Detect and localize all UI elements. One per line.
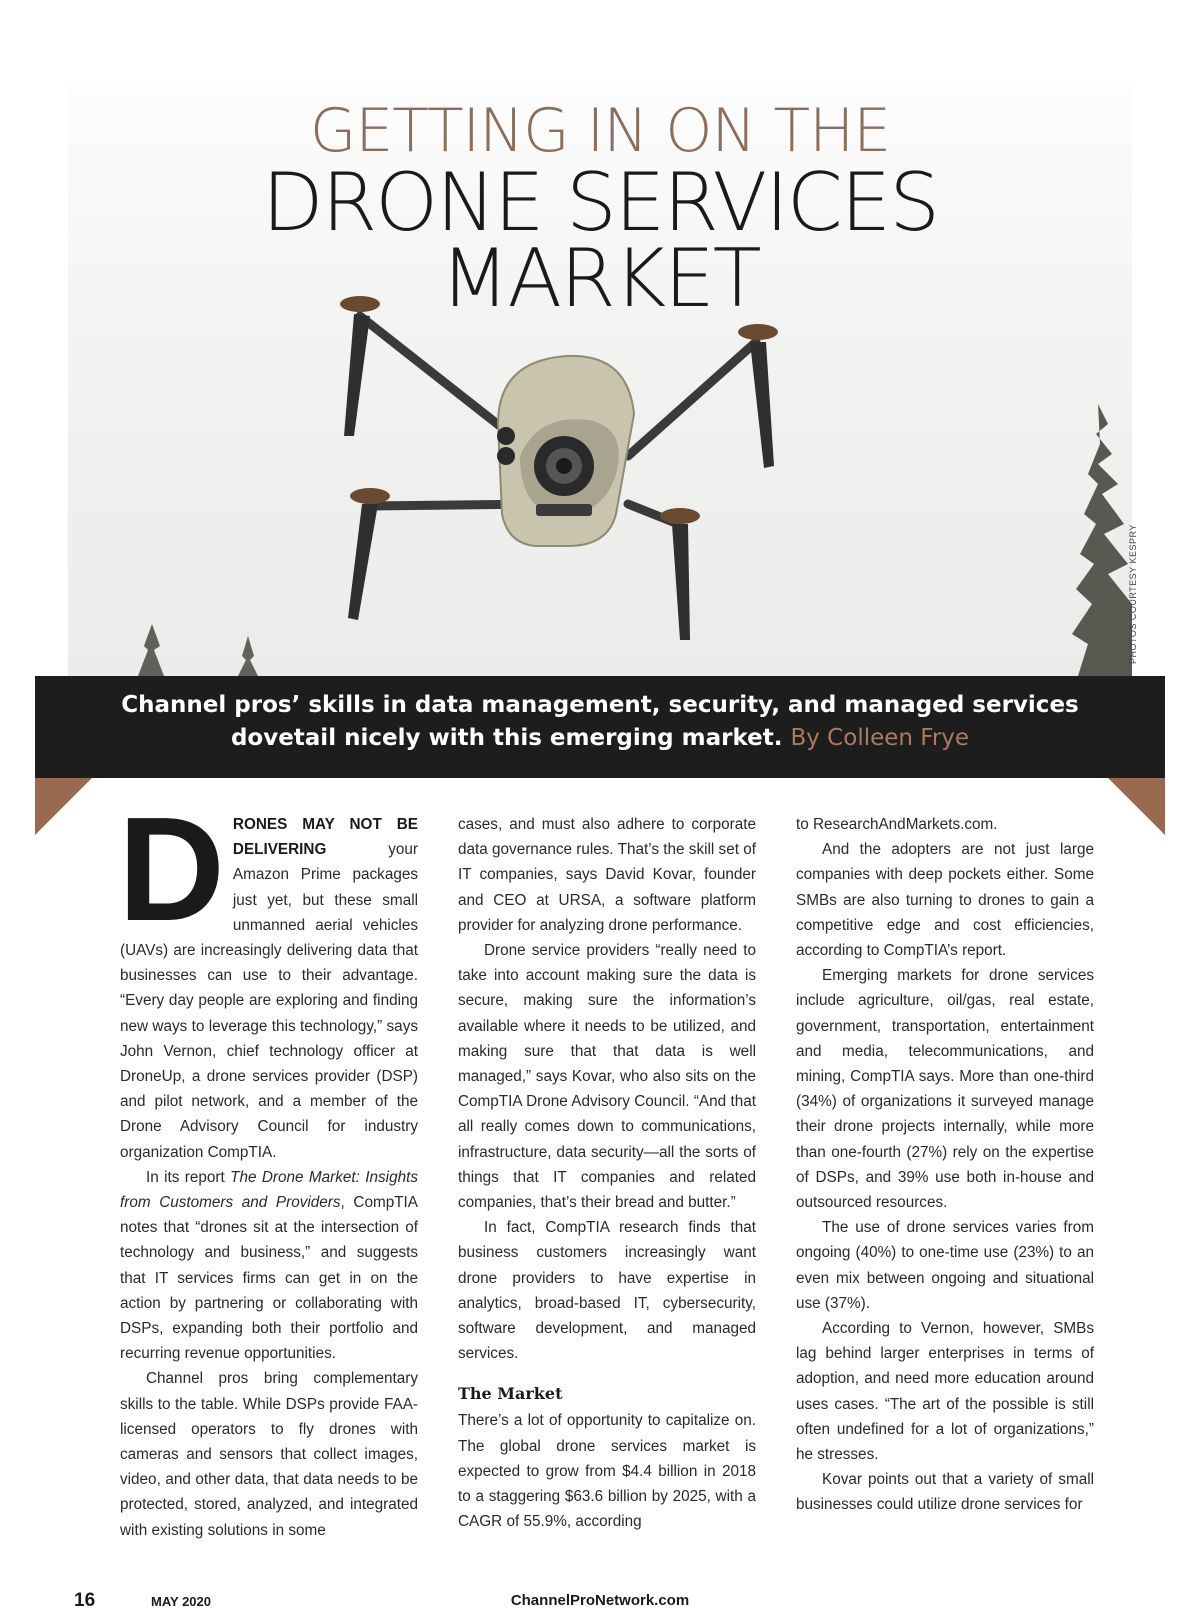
subhead-the-market: The Market (458, 1384, 563, 1404)
article-paragraph-4: Drone service providers “really need to take into account making sure the data is secure, making sure the information’s available where it needs to be utilized, and making sure that that data is well managed,” says Kovar, who also sits on the CompTIA Drone Advisory Council. “And that all really comes down to communications, infrastructure, data security—all the sorts of things that IT companies and related companies, that’s their bread and butter.” (458, 942, 756, 1212)
paragraph-2-lead: In its report (146, 1168, 231, 1186)
article-paragraph-6-cont: to ResearchAndMarkets.com. (796, 816, 998, 833)
article-paragraph-7: And the adopters are not just large companies with deep pockets either. Some SMBs are also turning to drones to gain a competitive edge and cost efficiencies, according to CompTIA’s report. (796, 841, 1094, 960)
report-title: The Drone Market: Insights from Customers and Providers (120, 1168, 418, 1212)
article-paragraph-3: Channel pros bring complementary skills to the table. While DSPs provide FAA-licensed operators to fly drones with cameras and sensors that collect images, video, and other data, that data needs to be protected, stored, analyzed, and integrated with existing solutions in some (120, 1370, 418, 1539)
article-paragraph-10: According to Vernon, however, SMBs lag behind larger enterprises in terms of adoption, and need more education around uses cases. “The art of the possible is still often undefined for a lot of organizations,” he stresses. (796, 1320, 1094, 1464)
deck-line-2 (35, 722, 1165, 755)
corner-accent-right (1108, 778, 1165, 835)
paragraph-2-text: , CompTIA notes that “drones sit at the intersection of technology and business,” and suggests that IT services firms can get in on the action by partnering or collaborating with DSPs, expanding both their portfolio and recurring revenue opportunities. (120, 1194, 418, 1363)
headline-line-3: MARKET (440, 232, 760, 325)
photo-credit: PHOTOS COURTESY KESPRY (1128, 524, 1138, 664)
drop-cap: D (118, 787, 225, 952)
website: ChannelProNetwork.com (510, 1592, 690, 1609)
corner-accent-left (35, 778, 92, 835)
deck (35, 689, 1165, 755)
deck-line-1: Channel pros’ skills in data management, security, and managed services (121, 692, 1079, 718)
article-column-1 (118, 787, 418, 1543)
paragraph-1-text: your Amazon Prime packages just yet, but these small unmanned aerial vehicles (UAVs) are increasingly delivering data that businesses can use to their advantage. “Every day people are exploring and finding new ways to leverage this technology,” says John Vernon, chief technology officer at DroneUp, a drone services provider (DSP) and pilot network, and a member of the Drone Advisory Council for industry organization CompTIA. (120, 841, 418, 1161)
article-paragraph-5: In fact, CompTIA research finds that business customers increasingly want drone providers to have expertise in analytics, broad-based IT, cybersecurity, software development, and managed services. (458, 1219, 756, 1363)
deck-line-2-text: dovetail nicely with this emerging market. (230, 725, 783, 751)
article-paragraph-2 (120, 1165, 418, 1367)
article-paragraph-1 (118, 787, 418, 1165)
tree-left (138, 624, 258, 676)
issue-date: MAY 2020 (151, 1594, 211, 1609)
page-number: 16 (74, 1590, 96, 1611)
headline-line-2: DRONE SERVICES (261, 156, 939, 249)
headline-line-1: GETTING IN ON THE (309, 96, 891, 166)
tree-right (1072, 404, 1132, 676)
lead-caps: RONES MAY NOT BE DELIVERING (232, 816, 418, 859)
drone-body (497, 356, 634, 546)
article-paragraph-9: The use of drone services varies from ongoing (40%) to one-time use (23%) to an even mix between ongoing and situational use (37%). (796, 1219, 1094, 1312)
article-paragraph-6: There’s a lot of opportunity to capitalize on. The global drone services market is expected to grow from $4.4 billion in 2018 to a staggering $63.6 billion by 2025, with a CAGR of 55.9%, according (458, 1412, 756, 1531)
article-paragraph-11: Kovar points out that a variety of small businesses could utilize drone services for (796, 1471, 1094, 1514)
article-paragraph-3-cont: cases, and must also adhere to corporate data governance rules. That’s the skill set of IT companies, says David Kovar, founder and CEO at URSA, a software platform provider for analyzing drone performance. (458, 816, 756, 934)
byline: By Colleen Frye (790, 725, 970, 751)
article-column-3 (796, 812, 1094, 1518)
article-column-2 (458, 812, 756, 1534)
article-paragraph-8: Emerging markets for drone services include agriculture, oil/gas, real estate, government, transportation, entertainment and media, telecommunications, and mining, CompTIA says. More than one-third (34%) of organizations it surveyed manage their drone projects internally, while more than one-fourth (27%) rely on the expertise of DSPs, and 39% use both in-house and outsourced resources. (796, 967, 1094, 1212)
